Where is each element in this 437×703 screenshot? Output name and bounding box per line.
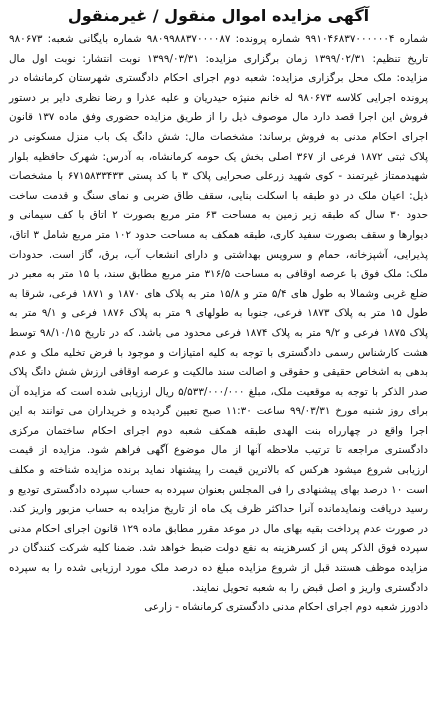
notice-signature: دادورز شعبه دوم اجرای احکام مدنی دادگستری کرمانشاه - زارعی	[144, 601, 428, 614]
notice-title: آگهی مزایده اموال منقول / غیرمنقول	[67, 6, 370, 25]
notice-body: شماره ۹۹۱۰۴۶۸۳۷۰۰۰۰۰۰۴ شماره پرونده: ۹۸۰۹۹۸۸۳۷۰۰۰۰۸۷ شماره بایگانی شعبه: ۹۸۰۶۷۳ تاریخ تنظیم: ۱۳۹۹/۰۲/۳۱ زمان برگزاری مزایده: ۱۳۹۹/۰۳/۳۱ نوبت انتشار: نوبت اول مال مزایده: ملک محل برگزاری مزایده: شعبه دوم اجرای احکام دادگستری شهرستان کرمانشاه در پرونده اجرایی کلاسه ۹۸۰۶۷۳ له خانم منیژه حیدریان و علیه عذرا و رضا نظری داير بر دستور فروش این اجرا قصد دارد مال موصوف ذیل را از طریق مزایده حضوری وفق ماده ۱۳۷ قانون اجرای احکام مدنی به فروش برساند: مشخصات مال: شش دانگ یک باب منزل مسکونی در پلاک ثبتی ۱۸۷۲ فرعی از ۳۶۷ اصلی بخش یک حومه کرمانشاه، به آدرس: شهرک حافظیه بلوار شهیدممتاز غیرتمند - کوی شهید زرعلی صحرایی پلاک ۳ با کد پستی ۶۷۱۵۸۳۳۴۳۳ با مشخصات ذیل: اعیان ملک در دو طبقه با اسکلت بنایی، سقف طاق ضربی و نمای سنگ و قدمت ساخت حدود ۳۰ سال که طبقه زیر زمین به مساحت ۶۳ متر مربع بصورت ۲ اتاق با کف سیمانی و دیوارها و سقف بصورت سفید کاری، طبقه همکف به مساحت حدود ۱۰۲ متر مربع شامل ۳ اتاق، پذیرایی، آشپزخانه، حمام و سرویس بهداشتی و دارای انشعاب آب، برق، گاز است. حدودات ملک: ملک فوق با عرصه اوقافی به مساحت ۳۱۶/۵ متر مربع مطابق سند، با ۱۵ متر به معبر در ضلع غربی وشمالا به طول های ۵/۴ متر و ۱۵/۸ متر به پلاک های ۱۸۷۰ و ۱۸۷۱ فرعی، شرقا به طول ۱۵ متر به پلاک ۱۸۷۳ فرعی، جنوبا به طولهای ۹ متر به پلاک ۱۸۷۶ فرعی و ۹/۱ متر به پلاک ۱۸۷۵ فرعی و ۹/۲ متر به پلاک ۱۸۷۴ فرعی محدود می باشد. که در تاریخ ۹۸/۱۰/۱۵ توسط هشت کارشناس رسمی دادگستری با توجه به کلیه امتیازات و موجود با فرض تخلیه ملک و عدم بدهی به اشخاص حقیقی و حقوقی و اصالت سند مالکیت و عرصه اوقافی ارزش شش دانگ پلاک صدر الذکر با توجه به موقعیت ملک، مبلغ ۵/۵۳۳/۰۰۰/۰۰۰ ریال ارزیابی شده است که مزایده آن برای روز شنبه مورخ ۹۹/۰۳/۳۱ ساعت ۱۱:۳۰ صبح تعیین گردیده و خریداران می توانند به این اجرا واقع در چهارراه بنت الهدی طبقه همکف شعبه دوم اجرای احکام ساختمان مرکزی دادگستری مراجعه تا ترتیب ملاحظه آنها از مال موضوع آگهی فراهم شود. مزایده از قیمت ارزیابی شروع میشود هرکس که بالاترین قیمت را پیشنهاد نماید برنده مزایده شناخته و مکلف است ۱۰ درصد بهای پیشنهادی را فی المجلس بعنوان سپرده به حساب سپرده دادگستری تودیع و رسید دریافت ونمایدمانده آنرا حداکثر ظرف یک ماه از تاریخ مزایده به حساب مزبور واریز کند. در صورت عدم پرداخت بقیه بهای مال در موعد مقرر مطابق ماده ۱۲۹ قانون اجرای احکام مدنی سپرده فوق الذکر پس از کسرهزینه به نفع دولت ضبط خواهد شد. ضمنا کلیه شرکت کنندگان در مزایده موظف هستند قبل از شروع مزایده مبلغ ده درصد ملک مورد ارزیابی شده را به سپرده دادگستری واریز و اصل قبض را به شعبه تحویل نمایند.	[9, 33, 429, 594]
